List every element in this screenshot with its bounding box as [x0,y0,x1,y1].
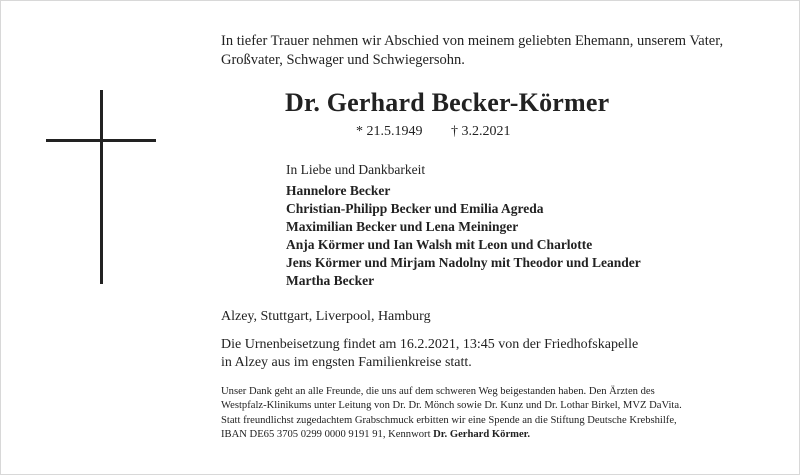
thanks-line: Statt freundlichst zugedachtem Grabschmuck erbitten wir eine Spende an die Stiftung Deutsche Krebshilfe, [221,415,677,426]
mourner: Hannelore Becker [286,183,391,198]
deceased-name: Dr. Gerhard Becker-Körmer [285,88,610,117]
mourner: Maximilian Becker und Lena Meininger [286,219,519,234]
intro-line: Großvater, Schwager und Schwiegersohn. [221,52,465,68]
cross-icon-bar [46,139,156,142]
thanks-line: Westpfalz-Klinikums unter Leitung von Dr. Dr. Mönch sowie Dr. Kunz und Dr. Lothar Birkel, MVZ DaVita. [221,400,682,411]
mourner: Martha Becker [286,273,375,288]
places: Alzey, Stuttgart, Liverpool, Hamburg [221,309,431,324]
mourner: Jens Körmer und Mirjam Nadolny mit Theodor und Leander [286,255,641,270]
mourner: Anja Körmer und Ian Walsh mit Leon und Charlotte [286,237,593,252]
funeral-line: in Alzey aus im engsten Familienkreise statt. [221,355,472,370]
donation-line [221,429,530,440]
cross-icon [100,90,103,284]
thanks-line: Unser Dank geht an alle Freunde, die uns auf dem schweren Weg beigestanden haben. Den Ärzten des [221,386,655,397]
donation-text: IBAN DE65 3705 0299 0000 9191 91, Kennwort [221,429,434,440]
birth-date: * 21.5.1949 [356,124,423,139]
intro-line: In tiefer Trauer nehmen wir Abschied von meinem geliebten Ehemann, unserem Vater, [221,33,724,49]
dedication: In Liebe und Dankbarkeit [286,162,426,177]
donation-keyword: Dr. Gerhard Körmer. [433,429,531,440]
funeral-line: Die Urnenbeisetzung findet am 16.2.2021, 13:45 von der Friedhofskapelle [221,337,639,352]
mourner: Christian-Philipp Becker und Emilia Agreda [286,201,544,216]
death-date: † 3.2.2021 [451,124,511,139]
